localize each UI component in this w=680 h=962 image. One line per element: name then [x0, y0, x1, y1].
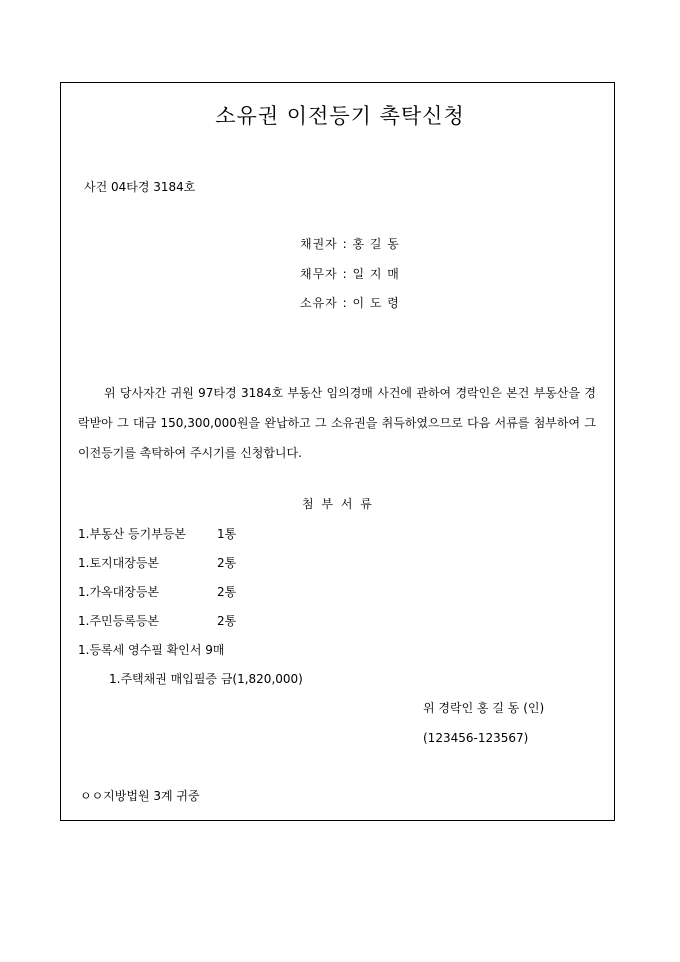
attachments-heading: 첨 부 서 류 — [302, 497, 374, 511]
case-number: 사건 04타경 3184호 — [84, 180, 196, 194]
attachment-item-count: 2통 — [217, 614, 237, 628]
attachment-item-label: 1.부동산 등기부등본 — [78, 527, 187, 541]
signer-id: (123456-123567) — [423, 731, 529, 745]
attachment-item-count: 1통 — [217, 527, 237, 541]
party-owner: 소유자 : 이 도 령 — [300, 296, 400, 310]
court-addressee: ㅇㅇ지방법원 3계 귀중 — [80, 789, 200, 803]
request-body-text: 위 당사자간 귀원 97타경 3184호 부동산 임의경매 사건에 관하여 경락인은 본건 부동산을 경락받아 그 대금 150,300,000원을 완납하고 그 소유권을 취득하였으므로 다음 서류를 첨부하여 그 이전등기를 촉탁하여 주시기를 신청합니다. — [78, 386, 596, 460]
attachment-item-label: 1.토지대장등본 — [78, 556, 160, 570]
attachment-registration-tax: 1.등록세 영수필 확인서 9매 — [78, 643, 225, 657]
party-creditor: 채권자 : 홍 길 동 — [300, 237, 400, 251]
attachment-item-label: 1.가옥대장등본 — [78, 585, 160, 599]
party-debtor: 채무자 : 일 지 매 — [300, 267, 400, 281]
attachment-item-count: 2통 — [217, 585, 237, 599]
signer-line: 위 경락인 홍 길 동 (인) — [423, 701, 545, 715]
attachment-housing-bond: 1.주택채권 매입필증 금(1,820,000) — [109, 672, 303, 686]
attachment-item-label: 1.주민등록등본 — [78, 614, 160, 628]
document-title: 소유권 이전등기 촉탁신청 — [215, 104, 465, 128]
attachment-item-count: 2통 — [217, 556, 237, 570]
